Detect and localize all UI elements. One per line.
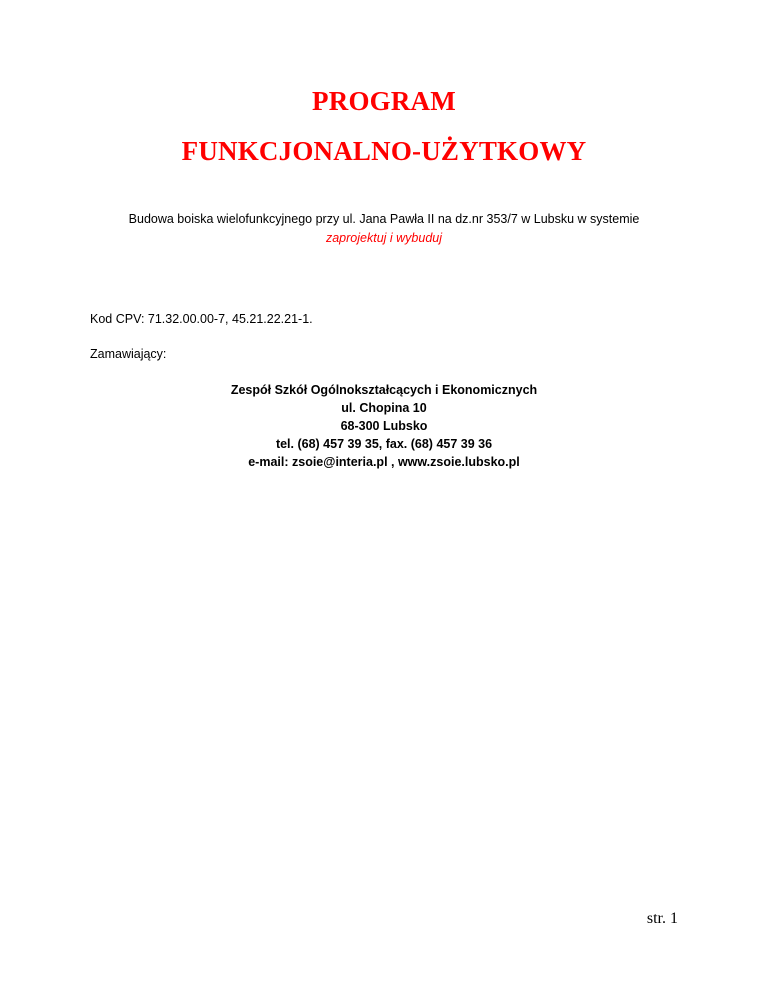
page-number: str. 1 <box>646 910 678 927</box>
cpv-code: Kod CPV: 71.32.00.00-7, 45.21.22.21-1. <box>90 312 313 326</box>
project-description: Budowa boiska wielofunkcyjnego przy ul. Jana Pawła II na dz.nr 353/7 w Lubsku w systemie <box>128 212 640 226</box>
document-title-line-2: FUNKCJONALNO-UŻYTKOWY <box>181 136 587 166</box>
orderer-label: Zamawiający: <box>90 347 167 361</box>
orderer-name: Zespół Szkół Ogólnokształcących i Ekonomicznych <box>230 383 538 397</box>
orderer-address-block <box>0 381 768 471</box>
orderer-phone: tel. (68) 457 39 35, fax. (68) 457 39 36 <box>275 437 493 451</box>
orderer-contact: e-mail: zsoie@interia.pl , www.zsoie.lubsko.pl <box>248 455 520 469</box>
orderer-city: 68-300 Lubsko <box>340 419 428 433</box>
document-title-line-1: PROGRAM <box>312 86 456 116</box>
project-system-note: zaprojektuj i wybuduj <box>325 231 443 245</box>
orderer-street: ul. Chopina 10 <box>341 401 427 415</box>
